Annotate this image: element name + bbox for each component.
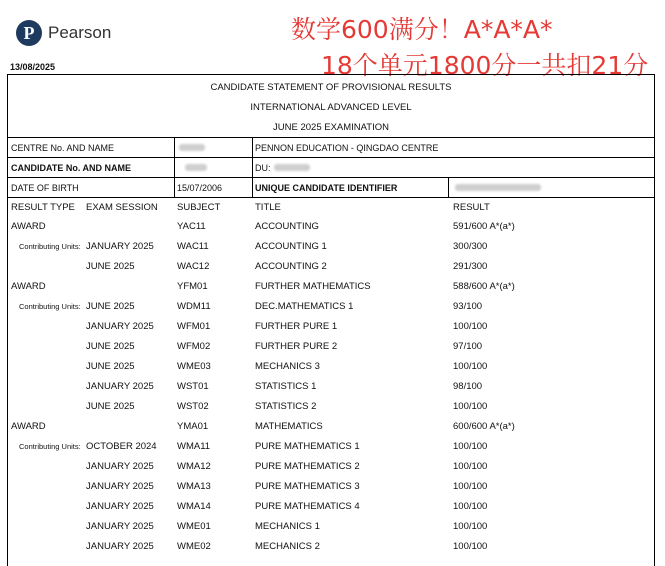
subject-cell: WMA11 (177, 441, 211, 452)
exam-session-cell: JANUARY 2025 (86, 321, 154, 332)
dob-value: 15/07/2006 (177, 183, 223, 193)
table-row (8, 297, 654, 317)
result-type-cell: Contributing Units: (19, 302, 81, 311)
result-cell: 588/600 A*(a*) (453, 281, 515, 292)
table-row (8, 497, 654, 517)
subject-cell: WME03 (177, 361, 211, 372)
uci-label: UNIQUE CANDIDATE IDENTIFIER (255, 183, 398, 193)
statement-date: 13/08/2025 (10, 62, 56, 72)
table-row (8, 257, 654, 277)
result-cell: 100/100 (453, 501, 488, 512)
result-type-cell: Contributing Units: (19, 442, 81, 451)
dob-row (8, 177, 654, 198)
subject-cell: WMA14 (177, 501, 211, 512)
exam-session-cell: JANUARY 2025 (86, 381, 154, 392)
result-cell: 600/600 A*(a*) (453, 421, 515, 432)
exam-session-cell: JANUARY 2025 (86, 521, 154, 532)
result-cell: 98/100 (453, 381, 483, 392)
redacted-uci (455, 184, 541, 191)
result-cell: 591/600 A*(a*) (453, 221, 515, 232)
overlay-annotation-line2: 18个单元1800分一共扣21分 (321, 51, 649, 80)
title-cell: MATHEMATICS (255, 421, 323, 432)
centre-row (8, 137, 654, 158)
title-cell: PURE MATHEMATICS 4 (255, 501, 360, 512)
result-cell: 93/100 (453, 301, 483, 312)
col-exam-session: EXAM SESSION (86, 202, 158, 213)
result-cell: 100/100 (453, 321, 488, 332)
result-type-cell: AWARD (11, 221, 46, 232)
exam-session-cell: JUNE 2025 (86, 261, 135, 272)
overlay-annotation-line1: 数学600满分！A*A*A* (291, 15, 553, 44)
result-cell: 100/100 (453, 361, 488, 372)
exam-session-cell: OCTOBER 2024 (86, 441, 157, 452)
title-cell: ACCOUNTING 1 (255, 241, 327, 252)
subject-cell: WMA13 (177, 481, 211, 492)
exam-session-cell: JUNE 2025 (86, 361, 135, 372)
brand-name: Pearson (48, 23, 112, 42)
title-cell: PURE MATHEMATICS 3 (255, 481, 360, 492)
exam-session-cell: JUNE 2025 (86, 341, 135, 352)
result-cell: 300/300 (453, 241, 488, 252)
subject-cell: WFM02 (177, 341, 211, 352)
title-cell: MECHANICS 2 (255, 541, 320, 552)
title-cell: STATISTICS 2 (255, 401, 317, 412)
table-row (8, 337, 654, 357)
redacted-candidate-number (185, 164, 207, 171)
table-row (8, 357, 654, 377)
result-cell: 100/100 (453, 441, 488, 452)
result-cell: 100/100 (453, 401, 488, 412)
exam-session-cell: JANUARY 2025 (86, 241, 154, 252)
table-row (8, 477, 654, 497)
result-cell: 97/100 (453, 341, 483, 352)
result-cell: 100/100 (453, 481, 488, 492)
subject-cell: WME02 (177, 541, 211, 552)
title-cell: STATISTICS 1 (255, 381, 317, 392)
candidate-name-prefix: DU: (255, 163, 271, 173)
pearson-logo (16, 20, 111, 46)
exam-session-cell: JUNE 2025 (86, 301, 135, 312)
exam-session-cell: JANUARY 2025 (86, 461, 154, 472)
col-result: RESULT (453, 202, 490, 213)
exam-session-cell: JUNE 2025 (86, 401, 135, 412)
title-cell: MECHANICS 1 (255, 521, 320, 532)
result-cell: 100/100 (453, 461, 488, 472)
centre-name: PENNON EDUCATION - QINGDAO CENTRE (255, 143, 439, 153)
result-type-cell: AWARD (11, 421, 46, 432)
result-cell: 291/300 (453, 261, 488, 272)
result-cell: 100/100 (453, 521, 488, 532)
subject-cell: WMA12 (177, 461, 211, 472)
redacted-centre-number (179, 144, 205, 151)
subject-cell: YAC11 (177, 221, 206, 232)
redacted-candidate-name (274, 164, 310, 171)
table-row (8, 417, 654, 437)
candidate-label: CANDIDATE No. AND NAME (11, 163, 131, 173)
title-cell: ACCOUNTING 2 (255, 261, 327, 272)
dob-label: DATE OF BIRTH (11, 183, 79, 193)
table-row (8, 317, 654, 337)
title-cell: FURTHER MATHEMATICS (255, 281, 371, 292)
table-row (8, 397, 654, 417)
exam-session-cell: JANUARY 2025 (86, 541, 154, 552)
subject-cell: WDM11 (177, 301, 211, 312)
col-subject: SUBJECT (177, 202, 221, 213)
result-cell: 100/100 (453, 541, 488, 552)
title-cell: PURE MATHEMATICS 2 (255, 461, 360, 472)
title-cell: MECHANICS 3 (255, 361, 320, 372)
statement-box (7, 74, 655, 566)
col-result-type: RESULT TYPE (11, 202, 75, 213)
statement-title: CANDIDATE STATEMENT OF PROVISIONAL RESULTS (210, 82, 452, 93)
table-row (8, 237, 654, 257)
subject-cell: WAC11 (177, 241, 209, 252)
title-cell: PURE MATHEMATICS 1 (255, 441, 360, 452)
subject-cell: WME01 (177, 521, 211, 532)
centre-label: CENTRE No. AND NAME (11, 143, 115, 153)
table-row (8, 457, 654, 477)
title-cell: ACCOUNTING (255, 221, 319, 232)
table-row (8, 277, 654, 297)
exam-session-cell: JANUARY 2025 (86, 501, 154, 512)
title-cell: FURTHER PURE 1 (255, 321, 338, 332)
candidate-row (8, 157, 654, 178)
subject-cell: WST01 (177, 381, 209, 392)
result-type-cell: Contributing Units: (19, 242, 81, 251)
table-row (8, 437, 654, 457)
subject-cell: YFM01 (177, 281, 208, 292)
table-row (8, 217, 654, 237)
table-row (8, 517, 654, 537)
title-cell: FURTHER PURE 2 (255, 341, 338, 352)
table-row (8, 537, 654, 557)
results-header (8, 197, 654, 218)
title-cell: DEC.MATHEMATICS 1 (255, 301, 354, 312)
pearson-logo-icon: P (16, 20, 42, 46)
exam-series: JUNE 2025 EXAMINATION (273, 122, 389, 133)
table-row (8, 377, 654, 397)
col-title: TITLE (255, 202, 281, 213)
subject-cell: WFM01 (177, 321, 211, 332)
subject-cell: WST02 (177, 401, 209, 412)
subject-cell: WAC12 (177, 261, 210, 272)
exam-session-cell: JANUARY 2025 (86, 481, 154, 492)
qualification-level: INTERNATIONAL ADVANCED LEVEL (250, 102, 412, 113)
subject-cell: YMA01 (177, 421, 209, 432)
result-type-cell: AWARD (11, 281, 46, 292)
